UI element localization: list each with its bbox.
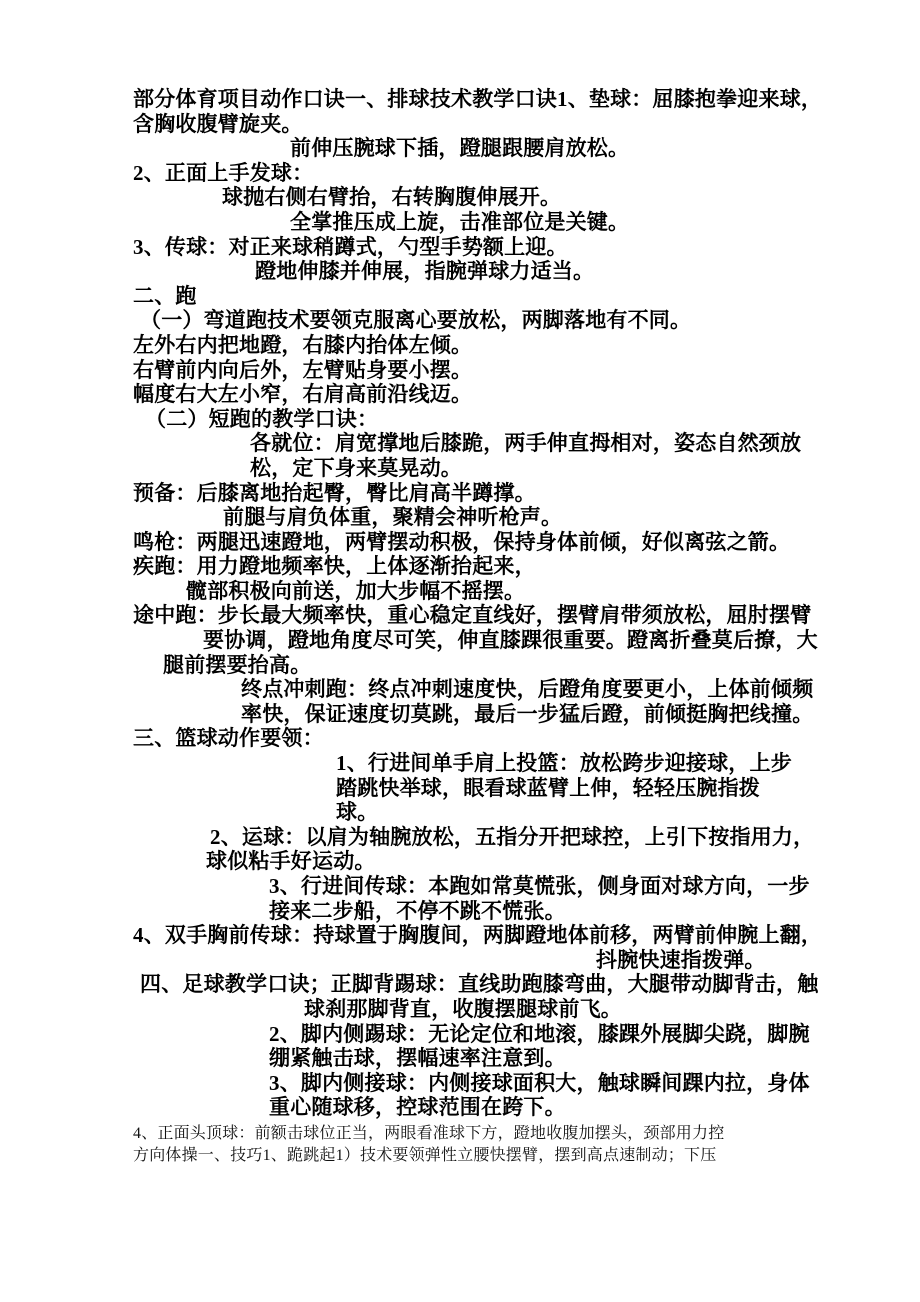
text-line: 二、跑 bbox=[133, 283, 197, 308]
text-line: 重心随球移，控球范围在跨下。 bbox=[269, 1095, 566, 1120]
text-line: 2、正面上手发球： bbox=[133, 160, 314, 185]
text-line: （二）短跑的教学口诀： bbox=[145, 406, 379, 431]
text-line: 前腿与肩负体重，聚精会神听枪声。 bbox=[223, 505, 563, 530]
text-line: 三、篮球动作要领： bbox=[133, 726, 324, 751]
text-line: 疾跑：用力蹬地频率快，上体逐渐抬起来， bbox=[133, 554, 536, 579]
text-line-small: 方向体操一、技巧1、跪跳起1）技术要领弹性立腰快摆臂，摆到高点速制动；下压 bbox=[133, 1146, 717, 1164]
text-line: （一）弯道跑技术要领克服离心要放松，两脚落地有不同。 bbox=[140, 308, 692, 333]
text-line: 部分体育项目动作口诀一、排球技术教学口诀1、垫球：屈膝抱拳迎来球， bbox=[133, 87, 823, 111]
text-line: 3、行进间传球：本跑如常莫慌张，侧身面对球方向，一步 bbox=[269, 874, 810, 898]
text-line: 球刹那脚背直，收腹摆腿球前飞。 bbox=[304, 996, 622, 1021]
text-line: 接来二步船，不停不跳不慌张。 bbox=[269, 898, 566, 923]
text-line: 腿前摆要抬高。 bbox=[163, 652, 312, 677]
text-line: 各就位：肩宽撑地后膝跪，两手伸直拇相对，姿态自然颈放 bbox=[250, 431, 802, 456]
text-line: 3、脚内侧接球：内侧接球面积大，触球瞬间踝内拉，身体 bbox=[269, 1070, 810, 1095]
text-line: 鸣枪：两腿迅速蹬地，两臂摆动积极，保持身体前倾，好似离弦之箭。 bbox=[133, 529, 791, 554]
text-line: 3、传球：对正来球稍蹲式，勺型手势额上迎。 bbox=[133, 234, 568, 259]
text-line: 全掌推压成上旋，击准部位是关键。 bbox=[290, 209, 630, 234]
text-line: 球抛右侧右臂抬，右转胸腹伸展开。 bbox=[222, 185, 562, 210]
text-line: 右臂前内向后外，左臂贴身要小摆。 bbox=[133, 357, 473, 382]
text-line: 松，定下身来莫晃动。 bbox=[250, 455, 462, 480]
text-line: 幅度右大左小窄，右肩高前沿线迈。 bbox=[133, 382, 473, 407]
text-line: 1、行进间单手肩上投篮：放松跨步迎接球，上步 bbox=[336, 751, 792, 776]
text-line: 球。 bbox=[336, 800, 379, 825]
text-line: 绷紧触击球，摆幅速率注意到。 bbox=[269, 1046, 566, 1071]
text-line: 球似粘手好运动。 bbox=[206, 849, 376, 874]
text-line: 要协调，蹬地角度尽可笑，伸直膝踝很重要。蹬离折叠莫后撩，大 bbox=[203, 628, 818, 653]
text-line: 2、脚内侧踢球：无论定位和地滚，膝踝外展脚尖跷，脚腕 bbox=[269, 1021, 810, 1046]
text-line: 抖腕快速指拨弹。 bbox=[596, 947, 766, 972]
text-line: 4、双手胸前传球：持球置于胸腹间，两脚蹬地体前移，两臂前伸腕上翻， bbox=[133, 923, 823, 948]
text-line: 四、足球教学口诀；正脚背踢球：直线助跑膝弯曲，大腿带动脚背击，触 bbox=[140, 972, 819, 997]
text-line: 髋部积极向前送，加大步幅不摇摆。 bbox=[186, 578, 526, 603]
text-line: 含胸收腹臂旋夹。 bbox=[133, 111, 303, 136]
text-line: 途中跑：步长最大频率快，重心稳定直线好，摆臂肩带须放松，屈肘摆臂 bbox=[133, 603, 812, 628]
text-line-small: 4、正面头顶球：前额击球位正当，两眼看准球下方，蹬地收腹加摆头，颈部用力控 bbox=[133, 1124, 725, 1142]
text-line: 预备：后膝离地抬起臀，臀比肩高半蹲撑。 bbox=[133, 480, 536, 505]
text-line: 终点冲刺跑：终点冲刺速度快，后蹬角度要更小，上体前倾频 bbox=[241, 677, 814, 702]
text-line: 蹬地伸膝并伸展，指腕弹球力适当。 bbox=[255, 259, 595, 284]
text-line: 左外右内把地蹬，右膝内抬体左倾。 bbox=[133, 332, 473, 357]
text-line: 踏跳快举球，眼看球蓝臂上伸，轻轻压腕指拨 bbox=[336, 775, 760, 800]
text-line: 前伸压腕球下插，蹬腿跟腰肩放松。 bbox=[290, 136, 630, 161]
text-line: 率快，保证速度切莫跳，最后一步猛后蹬，前倾挺胸把线撞。 bbox=[241, 701, 814, 726]
text-line: 2、运球：以肩为轴腕放松，五指分开把球控，上引下按指用力， bbox=[210, 824, 815, 849]
